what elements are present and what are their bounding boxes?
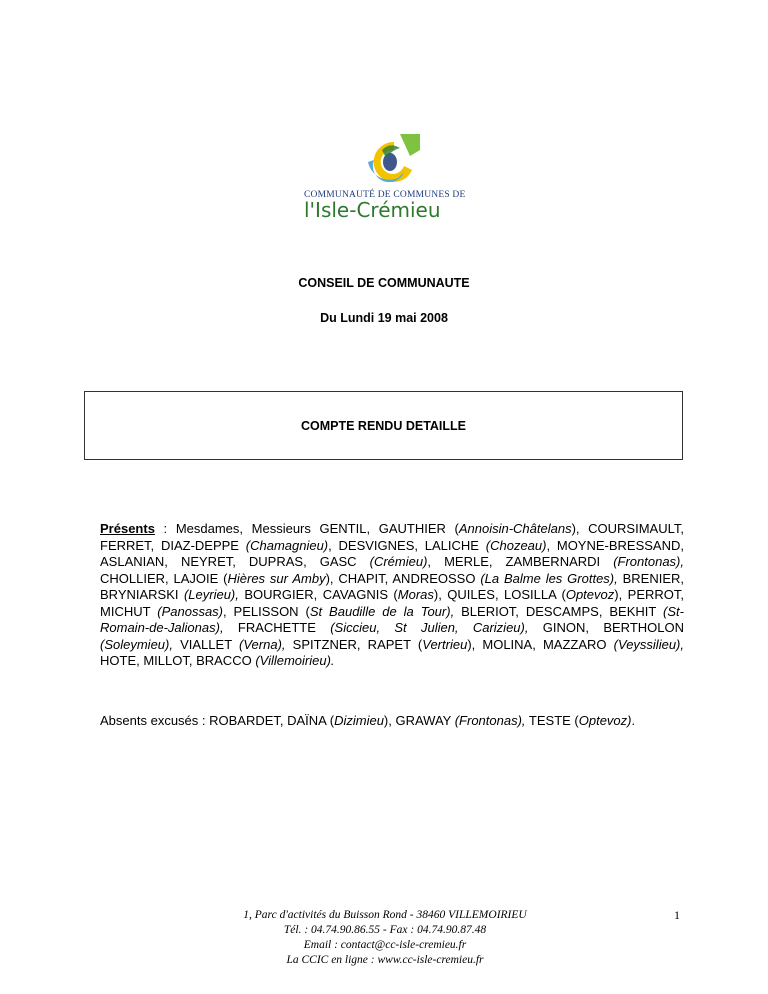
presents-segment: ), QUILES, LOSILLA ( <box>433 587 566 602</box>
absents-paragraph <box>100 713 684 730</box>
presents-segment: Optevoz <box>565 587 615 602</box>
footer-address: 1, Parc d'activités du Buisson Rond - 38460 VILLEMOIRIEU <box>243 909 527 921</box>
presents-segment: (La Balme les Grottes), <box>480 570 618 586</box>
presents-list <box>100 521 684 668</box>
presents-segment: (Siccieu, St Julien, Carizieu), <box>330 620 529 635</box>
presents-segment: BLERIOT, DESCAMPS, BEKHIT <box>454 603 664 619</box>
presents-segment: (St-Romain-de-Jalionas), <box>100 603 684 635</box>
presents-segment: St Baudille de la Tour), <box>309 603 455 619</box>
absents-segment: TESTE ( <box>525 713 579 728</box>
logo-top-text: COMMUNAUTÉ DE COMMUNES DE <box>304 190 466 200</box>
absents-segment: (Frontonas), <box>454 713 526 728</box>
presents-segment: , MOYNE-BRESSAND, ASLANIAN, NEYRET, DUPRAS, GASC <box>100 537 684 569</box>
presents-segment: ), CHAPIT, ANDREOSSO <box>325 570 481 586</box>
presents-sep: : <box>154 521 176 536</box>
presents-segment: (Soleymieu), <box>100 636 173 652</box>
presents-segment: VIALLET <box>172 636 240 652</box>
presents-segment: Hières sur Amby <box>227 570 326 586</box>
absents-segment: Optevoz) <box>578 713 632 728</box>
absents-segment: Absents excusés : ROBARDET, DAÏNA ( <box>100 713 335 728</box>
meeting-date: Du Lundi 19 mai 2008 <box>320 311 448 325</box>
presents-segment: (Crémieu) <box>369 554 428 569</box>
page-number: 1 <box>674 908 680 922</box>
presents-paragraph <box>100 521 684 670</box>
presents-segment: ), COURSIMAULT, FERRET, DIAZ-DEPPE <box>100 521 684 553</box>
absents-segment: . <box>631 713 636 728</box>
absents-segment: ), GRAWAY <box>383 713 455 728</box>
presents-segment: , DESVIGNES, LALICHE <box>328 537 486 553</box>
presents-segment: (Villemoirieu). <box>255 653 335 668</box>
presents-segment: GINON, BERTHOLON <box>528 620 684 635</box>
logo-name: l'Isle-Crémieu <box>304 198 441 222</box>
footer-web: La CCIC en ligne : www.cc-isle-cremieu.fr <box>286 954 484 966</box>
presents-segment: (Leyrieu), <box>183 587 239 602</box>
logo <box>300 132 470 224</box>
council-title: CONSEIL DE COMMUNAUTE <box>298 276 470 290</box>
presents-segment: BRENIER, BRYNIARSKI <box>100 570 684 602</box>
presents-segment: (Chamagnieu) <box>245 537 329 553</box>
presents-segment: (Chozeau) <box>485 537 547 553</box>
presents-segment: (Frontonas), <box>613 554 684 569</box>
logo-emblem-icon <box>360 132 426 188</box>
footer-phone: Tél. : 04.74.90.86.55 - Fax : 04.74.90.87.48 <box>283 924 487 936</box>
presents-segment: CHOLLIER, LAJOIE ( <box>100 570 228 586</box>
presents-segment: Mesdames, Messieurs GENTIL, GAUTHIER ( <box>175 521 459 536</box>
presents-segment: HOTE, MILLOT, BRACCO <box>100 653 256 668</box>
absents-list <box>100 713 635 728</box>
presents-segment: (Veyssilieu), <box>613 636 684 652</box>
presents-segment: FRACHETTE <box>223 620 331 635</box>
presents-segment: Moras <box>397 587 434 602</box>
report-title: COMPTE RENDU DETAILLE <box>300 419 467 433</box>
presents-segment: Vertrieu <box>422 636 468 652</box>
report-title-box <box>84 391 683 460</box>
presents-segment: ), PERROT, MICHUT <box>100 587 684 619</box>
footer-email: Email : contact@cc-isle-cremieu.fr <box>303 939 467 951</box>
presents-segment: SPITZNER, RAPET ( <box>285 636 423 652</box>
presents-segment: , MERLE, ZAMBERNARDI <box>427 554 614 569</box>
presents-segment: , PELISSON ( <box>223 603 310 619</box>
presents-segment: ), MOLINA, MAZZARO <box>467 636 614 652</box>
presents-segment: BOURGIER, CAVAGNIS ( <box>238 587 398 602</box>
presents-label: Présents <box>100 521 155 536</box>
presents-segment: (Panossas) <box>157 603 223 619</box>
presents-segment: Annoisin-Châtelans <box>458 521 572 536</box>
footer <box>180 908 590 968</box>
presents-segment: (Verna), <box>239 636 286 652</box>
absents-segment: Dizimieu <box>334 713 384 728</box>
